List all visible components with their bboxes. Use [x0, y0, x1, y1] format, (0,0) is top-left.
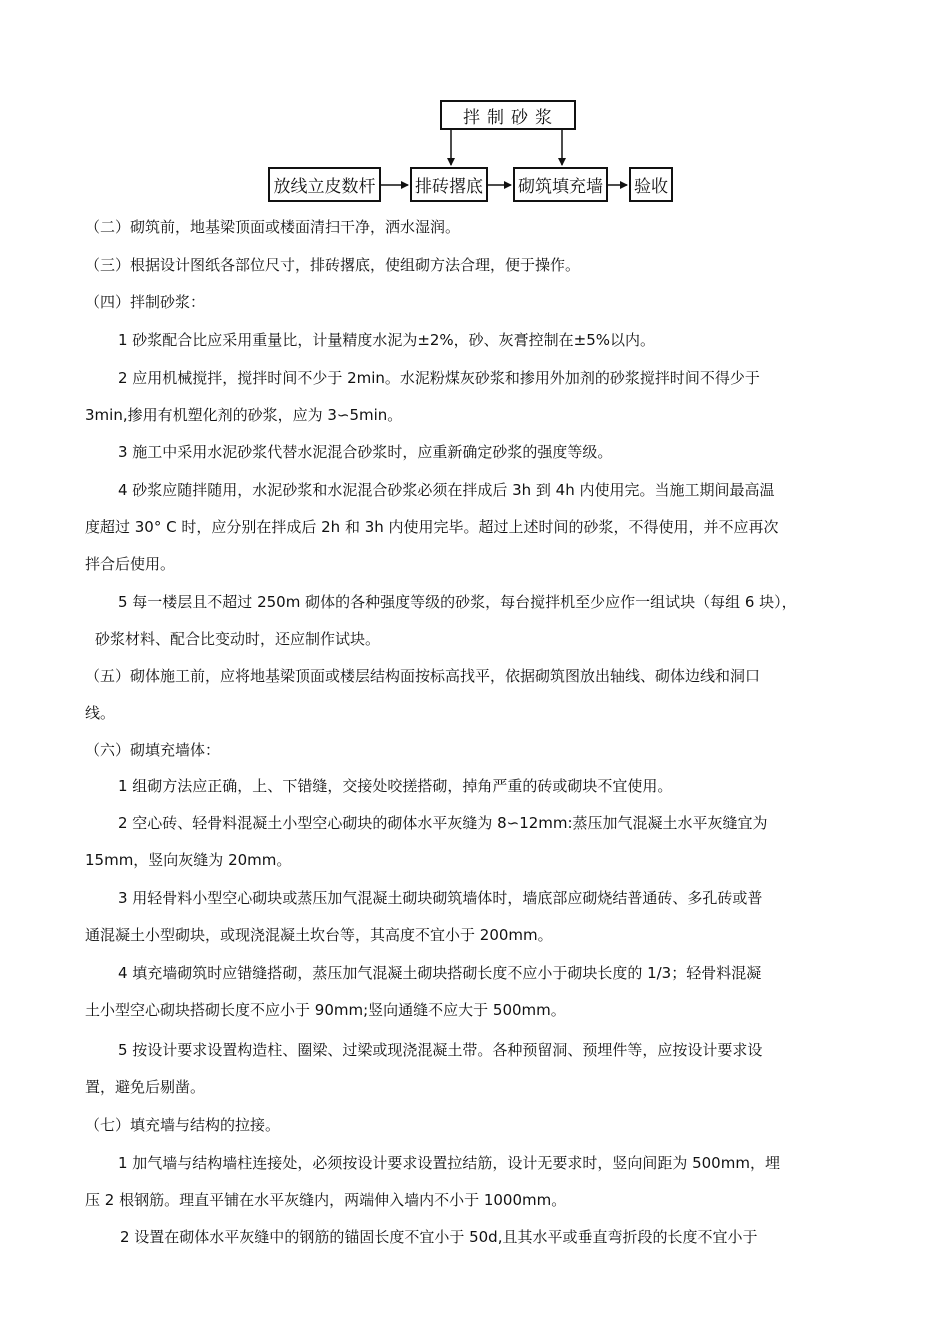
- flow-node-acceptance: 验收: [629, 167, 673, 202]
- paragraph-line: 砂浆材料、配合比变动时，还应制作试块。: [95, 630, 381, 648]
- paragraph-line: 3 施工中采用水泥砂浆代替水泥混合砂浆时，应重新确定砂浆的强度等级。: [118, 443, 613, 461]
- paragraph-line: 2 设置在砌体水平灰缝中的钢筋的锚固长度不宜小于 50d,且其水平或垂直弯折段的长度不宜小于: [120, 1228, 758, 1246]
- section-heading: （七）填充墙与结构的拉接。: [85, 1116, 281, 1134]
- paragraph-line: 1 组砌方法应正确，上、下错缝，交接处咬搓搭砌，掉角严重的砖或砌块不宜使用。: [118, 777, 673, 795]
- flow-node-mix-mortar: 拌制砂浆: [440, 100, 576, 130]
- section-heading: （四）拌制砂浆：: [85, 293, 206, 311]
- paragraph-line: 土小型空心砌块搭砌长度不应小于 90mm;竖向通缝不应大于 500mm。: [85, 1001, 566, 1019]
- paragraph-line: 2 应用机械搅拌，搅拌时间不少于 2min。水泥粉煤灰砂浆和掺用外加剂的砂浆搅拌时间不得少于: [118, 369, 760, 387]
- paragraph-line: 通混凝土小型砌块，或现浇混凝土坎台等，其高度不宜小于 200mm。: [85, 926, 553, 944]
- section-heading: （三）根据设计图纸各部位尺寸，排砖撂底，使组砌方法合理，便于操作。: [85, 256, 581, 274]
- paragraph-line: 3min,掺用有机塑化剂的砂浆，应为 3∽5min。: [85, 406, 403, 424]
- flow-node-build-wall: 砌筑填充墙: [513, 167, 608, 202]
- paragraph-line: 1 加气墙与结构墙柱连接处，必须按设计要求设置拉结筋，设计无要求时，竖向间距为 500mm，埋: [118, 1154, 780, 1172]
- paragraph-line: 3 用轻骨料小型空心砌块或蒸压加气混凝土砌块砌筑墙体时，墙底部应砌烧结普通砖、多孔砖或普: [118, 889, 763, 907]
- section-heading: （五）砌体施工前，应将地基梁顶面或楼层结构面按标高找平，依据砌筑图放出轴线、砌体边线和洞口: [85, 667, 761, 685]
- paragraph-line: 5 每一楼层且不超过 250m 砌体的各种强度等级的砂浆，每台搅拌机至少应作一组试块（每组 6 块），: [118, 593, 797, 611]
- paragraph-line: 15mm，竖向灰缝为 20mm。: [85, 851, 292, 869]
- paragraph-line: 5 按设计要求设置构造柱、圈梁、过梁或现浇混凝土带。各种预留洞、预埋件等，应按设计要求设: [118, 1041, 763, 1059]
- paragraph-line: 拌合后使用。: [85, 555, 176, 573]
- flow-node-brick-layout: 排砖撂底: [410, 167, 488, 202]
- section-heading: （二）砌筑前，地基梁顶面或楼面清扫干净，洒水湿润。: [85, 218, 461, 236]
- paragraph-line: 度超过 30° C 时，应分别在拌成后 2h 和 3h 内使用完毕。超过上述时间的砂浆，不得使用，并不应再次: [85, 518, 779, 536]
- paragraph-line: 压 2 根钢筋。理直平铺在水平灰缝内，两端伸入墙内不小于 1000mm。: [85, 1191, 567, 1209]
- process-flowchart: [0, 0, 950, 215]
- paragraph-line: 线。: [85, 704, 116, 722]
- section-heading: （六）砌填充墙体：: [85, 741, 221, 759]
- paragraph-line: 4 砂浆应随拌随用，水泥砂浆和水泥混合砂浆必须在拌成后 3h 到 4h 内使用完。当施工期间最高温: [118, 481, 775, 499]
- flow-node-setout: 放线立皮数杆: [268, 167, 381, 202]
- paragraph-line: 2 空心砖、轻骨料混凝土小型空心砌块的砌体水平灰缝为 8∽12mm:蒸压加气混凝土水平灰缝宜为: [118, 814, 768, 832]
- paragraph-line: 4 填充墙砌筑时应错缝搭砌，蒸压加气混凝土砌块搭砌长度不应小于砌块长度的 1/3；轻骨料混凝: [118, 964, 762, 982]
- paragraph-line: 1 砂浆配合比应采用重量比，计量精度水泥为±2%，砂、灰膏控制在±5%以内。: [118, 331, 656, 349]
- paragraph-line: 置，避免后剔凿。: [85, 1078, 206, 1096]
